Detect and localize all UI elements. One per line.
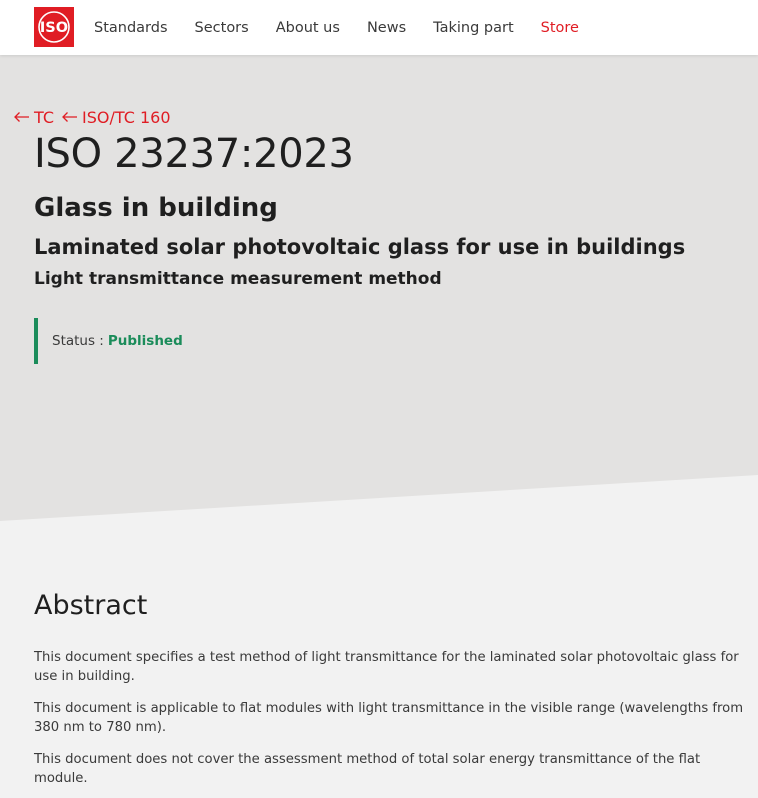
abstract-heading: Abstract — [34, 590, 148, 621]
abstract-body — [34, 648, 744, 798]
page-title: ISO 23237:2023 — [34, 131, 354, 177]
main-nav — [94, 0, 606, 55]
subtitle-main: Glass in building — [34, 193, 278, 223]
subtitle-part: Laminated solar photovoltaic glass for use in buildings — [34, 235, 686, 259]
nav-taking-part[interactable]: Taking part — [433, 19, 514, 36]
status-box — [34, 318, 294, 364]
nav-news[interactable]: News — [366, 19, 407, 36]
abstract-paragraph: This document does not cover the assessment method of total solar energy transmittance of the flat module. — [34, 752, 701, 786]
status-value: Published — [107, 333, 183, 349]
subtitle-sub: Light transmittance measurement method — [34, 269, 442, 289]
nav-about-us[interactable]: About us — [275, 19, 340, 36]
nav-standards[interactable]: Standards — [94, 19, 168, 36]
arrow-left-icon — [61, 111, 78, 123]
breadcrumb — [13, 106, 178, 128]
breadcrumb-iso-tc-160[interactable] — [61, 108, 171, 127]
nav-store[interactable]: Store — [540, 19, 579, 36]
breadcrumb-tc-label: TC — [34, 107, 55, 127]
nav-sectors[interactable]: Sectors — [194, 19, 249, 36]
abstract-paragraph: This document specifies a test method of light transmittance for the laminated solar photovoltaic glass for use in building. — [34, 650, 739, 684]
logo-text: ISO — [39, 20, 69, 36]
breadcrumb-tc[interactable] — [13, 108, 54, 127]
abstract-paragraph: This document is applicable to flat modules with light transmittance in the visible range (wavelengths from 380 nm to 780 nm). — [34, 701, 744, 735]
iso-logo[interactable] — [34, 7, 74, 47]
top-navigation-bar — [0, 0, 758, 55]
breadcrumb-iso-tc-160-label: ISO/TC 160 — [82, 107, 171, 127]
status-label: Status : — [52, 333, 104, 349]
arrow-left-icon — [13, 111, 30, 123]
iso-logo-icon — [34, 7, 74, 47]
